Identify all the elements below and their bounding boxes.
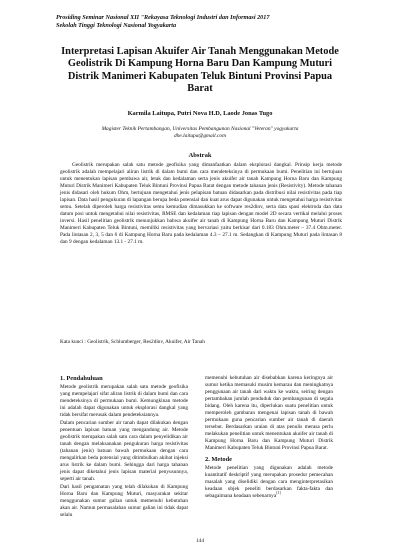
affiliation-institution: Magister Teknik Pertambangan, Universitas Pembangunan Nasional "Veteran" yogyakarta (101, 126, 299, 132)
intro-paragraph-3: Dari hasil pengamatan yang telah dilakukan di Kampung Horna Baru dan Kampung Muturi, masyarakat sekitar menggunakan sumur galian untuk memenuhi kebutuhan akan air. Namun permasalahan sumur galian ini tidak dapat selalu (60, 483, 188, 518)
body-column-right (205, 375, 333, 500)
affiliation (60, 126, 340, 141)
intro-paragraph-1: Metode geolistrik merupakan salah satu metode geofisika yang mempelajari sifat aliran listrik di dalam bumi dan cara mendeteksinya di permukaan bumi. Kemungkinan metode ini adalah dapat digunakan untuk eksplorasi dangkal yang tidak bersifat merusak dalam pendeteksiannya. (60, 384, 188, 419)
section-heading-method: 2. Metode (205, 455, 232, 463)
author-list: Karmila Laitupa, Putri Nova H.D, Laode Jonas Tugo (127, 110, 273, 117)
abstract-body: Geolistrik merupakan salah satu metode geofisika yang dimanfaatkan dalam eksplorasi dangkal. Prinsip kerja metode geolistrik adalah mempelajari aliran listrik di dalam bumi dan cara mendeteksinya di permukaan bumi. Penelitian ini bertujuan untuk menentukan lapisan pembawa air, letak dan kedalaman serta jenis akuifer air tanah Kampung Horna Baru dan Kampung Muturi Distrik Manimeri Kabupaten Teluk Bintuni Provinsi Papua Barat dengan metode tahanan jenis (Resistivity). Metode tahanan jenis didasari oleh hukum Ohm, bertujuan mengetahui jenis pelapisan batuan didasarkan pada distribusi nilai resistivitas pada tiap lapisan. Data hasil pengukuran di lapangan berupa beda potensial dan kuat arus dapat digunakan untuk mengetahui harga resistivitas semu. Setelah diperoleh harga resistivitas semu kemudian dimasukkan ke software res2dinv, serta data spasi elektroda dan data datum posi untuk mengetahui nilai resistivitas, RMSE dan kedalaman tiap lapisan dengan model 2D secara vertikal melalui proses inversi. Hasil penelitian geolistrik menunjukkan bahwa akuifer air tanah di Kampung Horna Baru dan Kampung Muturi Distrik Manimeri Kabupaten Teluk Bintuni, memiliki resistivitas yang bervariasi yaitu berkisar dari 0.183 Ohm.meter – 37.4 Ohm.meter. Pada lintasan 2, 3, 5 dan 6 di Kampung Horna Baru pada kedalaman 4.3 – 27.1 m. Sedangkan di Kampung Muturi pada lintasan 8 dan 9 dengan kedalaman 13.1 - 27.1 m. (60, 162, 342, 245)
intro-paragraph-continued: memenuhi kebutuhan air disebabkan karena keringnya air sumur ketika memasuki musim kemarau dan meningkatnya penggunaan air tanah dari waktu ke waktu, seiring dengan pertambahan jumlah penduduk dan pembangunan di segala bidang. Oleh karena itu, diperlukan suatu penelitian untuk memperoleh gambaran mengenai lapisan tanah di bawah permukaan guna pencarian sumber air tanah di daerah tersebut. Berdasarkan uraian di atas penulis merasa perlu melakukan penelitian untuk menentukan akuifer air tanah di Kampung Horna Baru dan Kampung Muturi Distrik Manimeri Kabupaten Teluk Bintuni Provinsi Papua Barat. (205, 375, 333, 452)
header-line-proceedings: Prosiding Seminar Nasional XII "Rekayasa Teknologi Industri dan Informasi 2017 (56, 14, 270, 21)
paper-title: Interpretasi Lapisan Akuifer Air Tanah Menggunakan Metode Geolistrik Di Kampung Horna Baru Dan Kampung Muturi Distrik Manimeri Kabupaten Teluk Bintuni Provinsi Papua Barat (61, 46, 339, 95)
intro-paragraph-2: Dalam pencarian sumber air tanah dapat dilakukan dengan penentuan lapisan batuan yang mengandung air. Metode geolistrik merupakan salah satu cara dalam penyelidikan air tanah dengan melaksanakan pengukuran harga resistivitas (tahanan jenis) batuan bawah permukaan dengan cara mengalirkan beda potensial yang ditimbulkan akibat injeksi arus listrik ke dalam bumi. Sehingga dari harga tahanan jenis dapat diketahui jenis lapisan material penyusunnya, seperti air tanah. (60, 419, 188, 483)
header-line-institution: Sekolah Tinggi Teknologi Nasional Yogyakarta (56, 22, 177, 30)
keywords: Kata kunci : Geolistrik, Schlumberger, Res2dinv, Akuifer, Air Tanah (60, 339, 205, 345)
author-email: dhe.laitupa@gmail.com (174, 133, 226, 140)
section-heading-introduction: 1. Pendahuluan (60, 375, 103, 382)
method-paragraph-text: Metode penelitian yang digunakan adalah metode kuantitatif deskriptif yang merupakan prosedur pemecahan masalah yang diselidiki dengan cara menginterpretasikan keadaan objek peneliti berdasarkan fakta-fakta dan sebagaimana keadaan sebenarnya (205, 464, 333, 499)
running-header (56, 14, 356, 30)
method-paragraph-1 (205, 465, 333, 500)
citation-reference: [1] (276, 490, 281, 495)
body-column-left (60, 375, 188, 519)
page-number: 144 (196, 538, 204, 544)
abstract-heading: Abstrak (188, 152, 212, 159)
